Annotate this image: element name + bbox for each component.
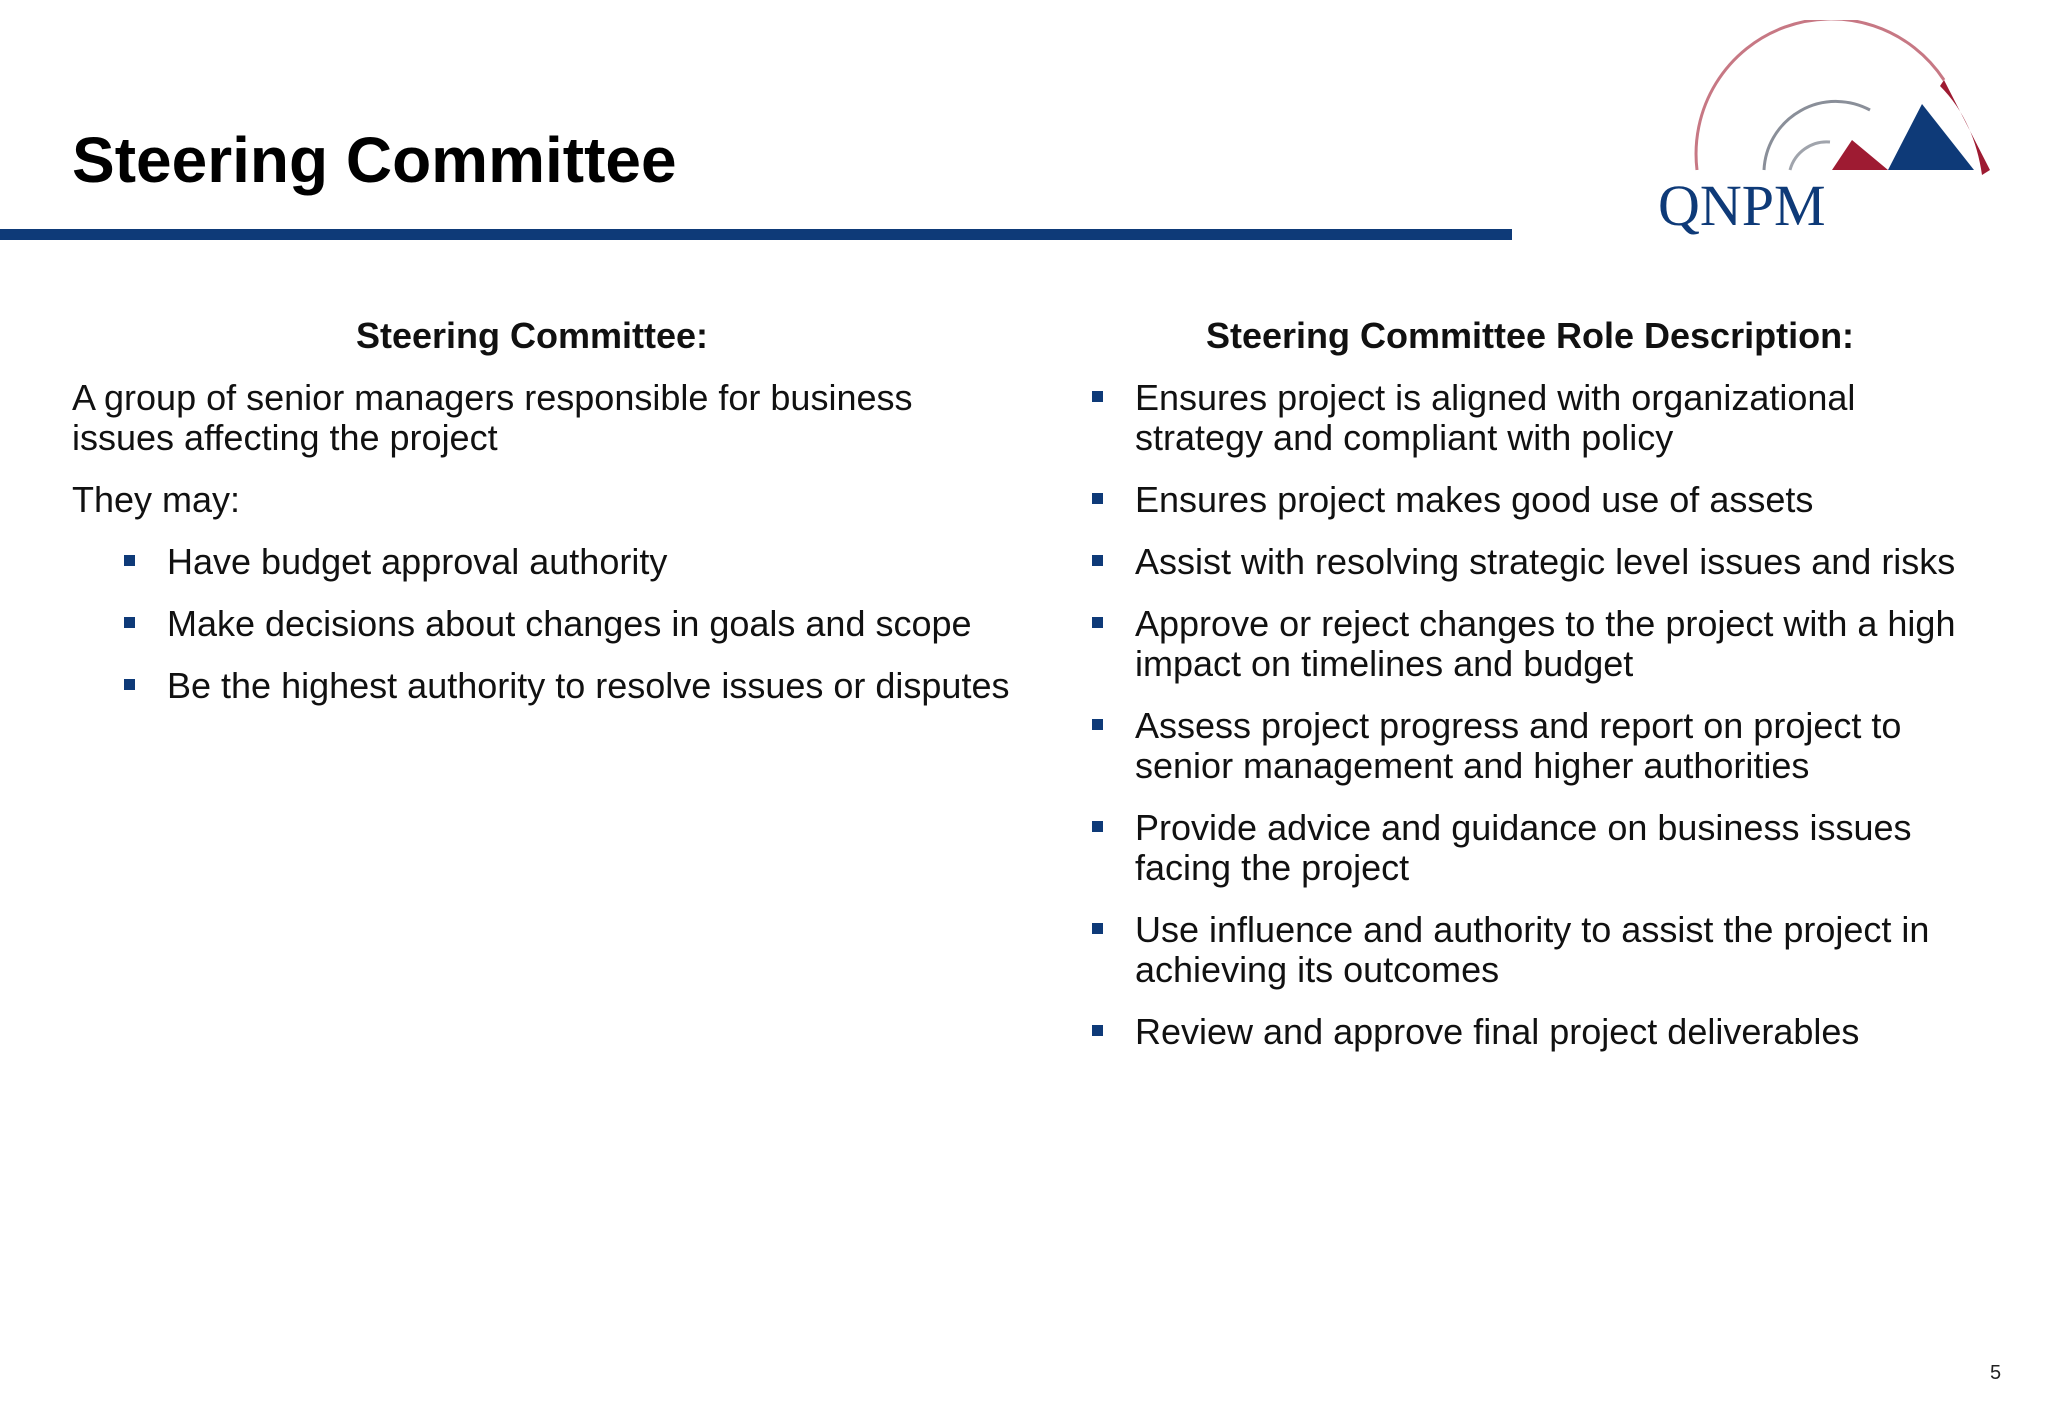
list-item [1090, 542, 1990, 582]
right-heading: Steering Committee Role Description: [1205, 315, 1855, 356]
slide-title: Steering Committee [72, 124, 677, 196]
left-heading: Steering Committee: [355, 315, 709, 356]
right-bullet-list [1090, 378, 1990, 1052]
list-item-text: Ensures project makes good use of assets [1135, 479, 1814, 520]
title-underline [0, 229, 1512, 240]
square-bullet-icon [1092, 1025, 1103, 1036]
list-item-text: Ensures project is aligned with organizational strategy and compliant with policy [1135, 377, 1856, 458]
definition-paragraph: A group of senior managers responsible for business issues affecting the project [72, 377, 913, 458]
square-bullet-icon [1092, 493, 1103, 504]
list-item-text: Provide advice and guidance on business issues facing the project [1135, 807, 1912, 888]
list-item-text: Approve or reject changes to the project with a high impact on timelines and budget [1135, 603, 1956, 684]
list-item-text: Assess project progress and report on project to senior management and higher authorities [1135, 705, 1902, 786]
list-item [72, 604, 1022, 644]
list-item-text: Assist with resolving strategic level issues and risks [1135, 541, 1956, 582]
list-item-text: Be the highest authority to resolve issues or disputes [167, 665, 1010, 706]
left-column [72, 316, 1022, 728]
page-number: 5 [1990, 1362, 2002, 1384]
they-may-paragraph: They may: [72, 479, 241, 520]
qnpm-logo [1652, 20, 2008, 250]
list-item [72, 666, 1022, 706]
square-bullet-icon [1092, 391, 1103, 402]
square-bullet-icon [124, 617, 135, 628]
list-item [1090, 706, 1990, 786]
list-item [1090, 1012, 1990, 1052]
square-bullet-icon [1092, 821, 1103, 832]
list-item [1090, 808, 1990, 888]
list-item [1090, 604, 1990, 684]
list-item [1090, 378, 1990, 458]
list-item-text: Review and approve final project deliverables [1135, 1011, 1860, 1052]
left-bullet-list [72, 542, 1022, 706]
list-item-text: Have budget approval authority [167, 541, 668, 582]
list-item [1090, 910, 1990, 990]
square-bullet-icon [124, 679, 135, 690]
square-bullet-icon [124, 555, 135, 566]
list-item-text: Use influence and authority to assist the project in achieving its outcomes [1135, 909, 1930, 990]
right-column [1090, 316, 1990, 1074]
square-bullet-icon [1092, 555, 1103, 566]
list-item [72, 542, 1022, 582]
square-bullet-icon [1092, 923, 1103, 934]
logo-text: QNPM [1658, 173, 1826, 238]
list-item [1090, 480, 1990, 520]
square-bullet-icon [1092, 617, 1103, 628]
square-bullet-icon [1092, 719, 1103, 730]
list-item-text: Make decisions about changes in goals and scope [167, 603, 972, 644]
